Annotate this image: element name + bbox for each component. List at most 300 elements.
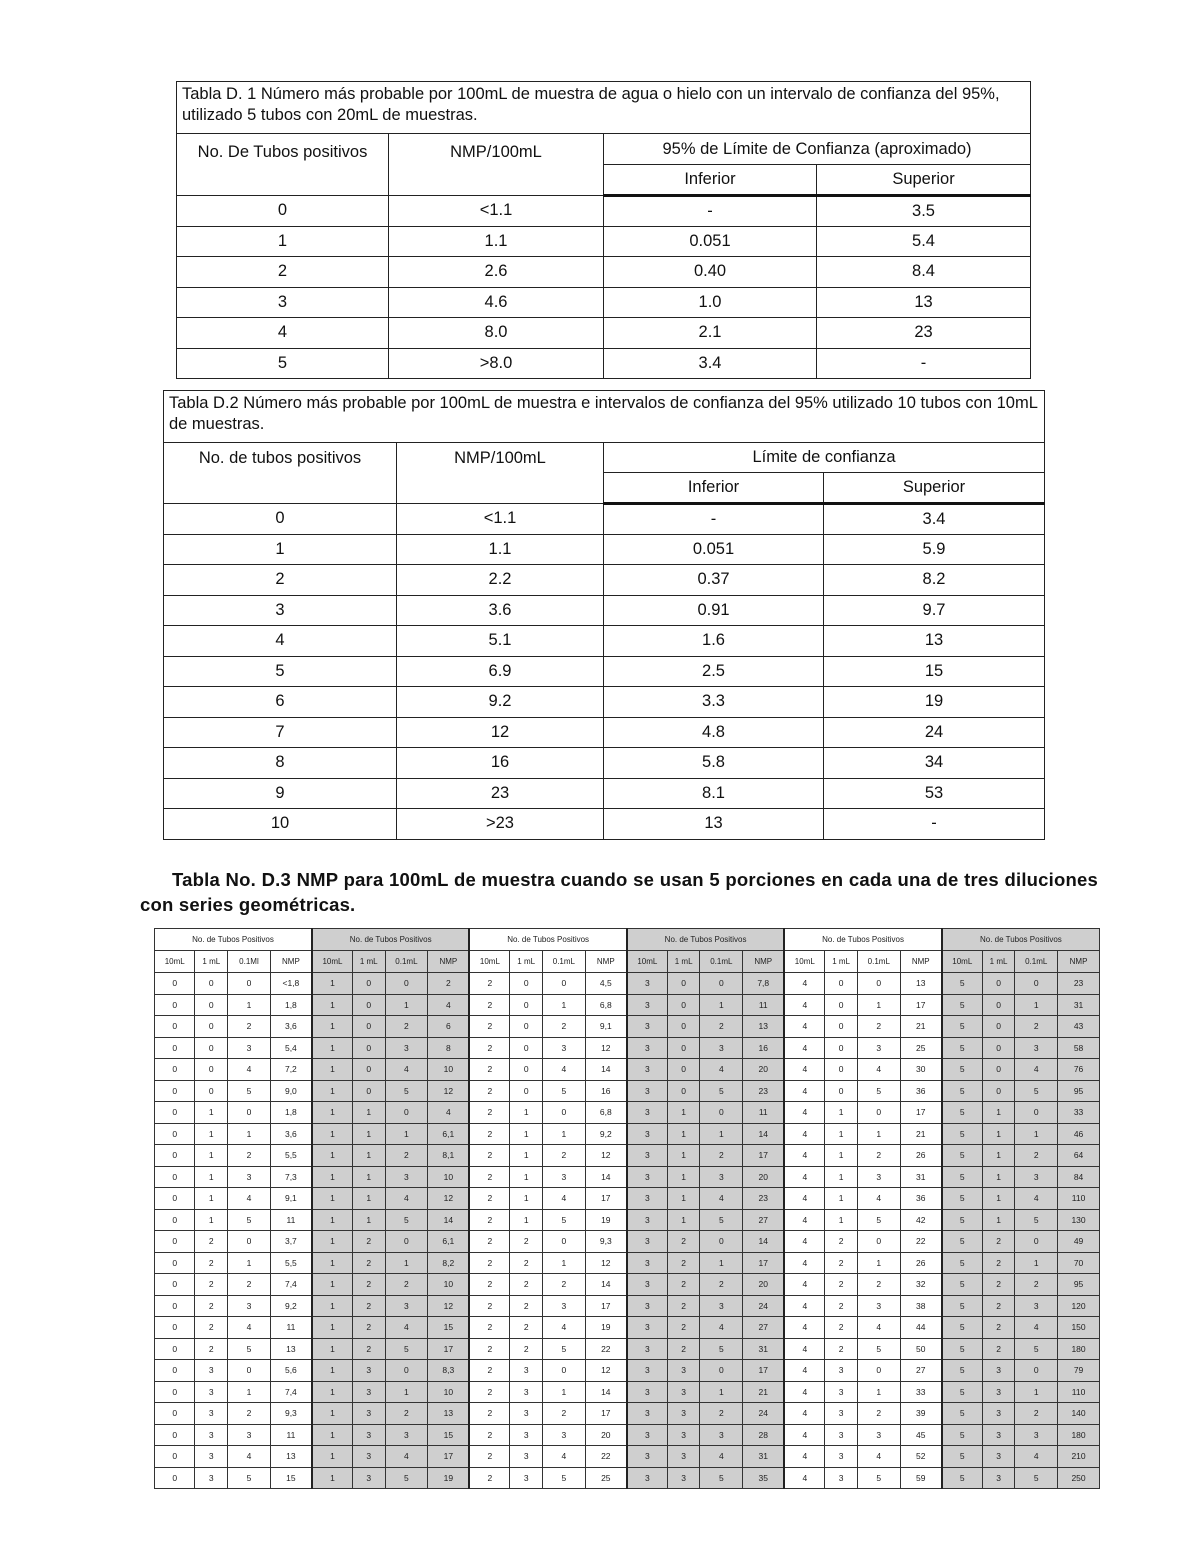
table-cell: 3 <box>982 1446 1015 1468</box>
table-cell: 17 <box>585 1295 627 1317</box>
table-cell: 26 <box>900 1145 942 1167</box>
table-d1-caption: Tabla D. 1 Número más probable por 100mL de muestra de agua o hielo con un intervalo de confianza del 95%, utilizado 5 tubos con 20mL de muestras. <box>177 82 1031 134</box>
table-cell: 31 <box>900 1166 942 1188</box>
table-cell: 2 <box>195 1274 228 1296</box>
table-cell: 22 <box>585 1338 627 1360</box>
table-cell: 0 <box>667 1059 700 1081</box>
table-cell: 0 <box>700 1360 743 1382</box>
table-cell: 4 <box>543 1059 586 1081</box>
table-cell: 2 <box>667 1295 700 1317</box>
table-cell: 5 <box>385 1080 428 1102</box>
table-cell: 3 <box>195 1403 228 1425</box>
table-cell: 6.9 <box>397 656 604 687</box>
table-cell: 8,1 <box>428 1145 470 1167</box>
table-cell: 6,1 <box>428 1123 470 1145</box>
table-cell: 20 <box>585 1424 627 1446</box>
table-cell: 2 <box>1015 1016 1058 1038</box>
table-cell: 8.1 <box>604 778 824 809</box>
table-cell: 0 <box>1015 1360 1058 1382</box>
table-cell: 17 <box>900 1102 942 1124</box>
table-cell: 1 <box>1015 1123 1058 1145</box>
table-d2-header-tubes: No. de tubos positivos <box>164 443 397 504</box>
table-cell: 0 <box>228 1231 271 1253</box>
table-cell: 0 <box>155 1037 195 1059</box>
table-cell: 1 <box>510 1188 543 1210</box>
table-cell: 2 <box>543 1403 586 1425</box>
table-cell: 5 <box>700 1338 743 1360</box>
table-d3 <box>154 928 1100 1489</box>
table-cell: 1 <box>312 1123 352 1145</box>
table-cell: 2 <box>428 973 470 995</box>
table-cell: 4 <box>784 1145 824 1167</box>
table-cell: 0 <box>195 1016 228 1038</box>
table-cell: 0 <box>155 1145 195 1167</box>
table-cell: 2 <box>469 1080 509 1102</box>
table-cell: 3 <box>700 1037 743 1059</box>
table-cell: 3 <box>627 994 667 1016</box>
table-cell: 1 <box>312 1274 352 1296</box>
table-cell: 1 <box>543 1252 586 1274</box>
table-d3-subheader: 0.1Ml <box>228 951 271 973</box>
table-cell: 0 <box>155 1123 195 1145</box>
table-cell: 17 <box>743 1360 785 1382</box>
table-cell: 4 <box>784 1231 824 1253</box>
table-d3-subheader: 1 mL <box>195 951 228 973</box>
table-cell: 4 <box>784 1080 824 1102</box>
table-cell: 2 <box>857 1016 900 1038</box>
table-cell: 0 <box>352 1059 385 1081</box>
table-d3-subheader: 10mL <box>784 951 824 973</box>
table-cell: 36 <box>900 1080 942 1102</box>
table-cell: 0 <box>543 973 586 995</box>
table-cell: - <box>824 809 1045 840</box>
table-row <box>155 1467 1100 1489</box>
table-cell: 0 <box>155 1446 195 1468</box>
table-cell: 10 <box>428 1381 470 1403</box>
table-cell: 1 <box>667 1188 700 1210</box>
table-cell: 1 <box>312 1145 352 1167</box>
table-cell: 0 <box>510 1037 543 1059</box>
table-cell: 6,8 <box>585 1102 627 1124</box>
table-cell: 2 <box>469 1317 509 1339</box>
table-d2-header-nmp: NMP/100mL <box>397 443 604 504</box>
table-cell: 1 <box>228 1252 271 1274</box>
table-cell: - <box>817 348 1031 379</box>
table-cell: 2 <box>195 1317 228 1339</box>
table-cell: 53 <box>824 778 1045 809</box>
table-cell: 17 <box>900 994 942 1016</box>
table-cell: 3 <box>177 287 389 318</box>
table-cell: 2 <box>352 1274 385 1296</box>
table-cell: 1 <box>982 1123 1015 1145</box>
table-cell: 0.37 <box>604 565 824 596</box>
table-cell: 35 <box>743 1467 785 1489</box>
table-cell: 4 <box>784 1446 824 1468</box>
table-cell: 3 <box>1015 1295 1058 1317</box>
table-cell: 1.6 <box>604 626 824 657</box>
table-d3-group-header-row <box>155 929 1100 951</box>
table-cell: 9,1 <box>270 1188 312 1210</box>
table-cell: 5 <box>942 1209 982 1231</box>
table-cell: 23 <box>743 1188 785 1210</box>
table-cell: 2 <box>667 1274 700 1296</box>
table-cell: 95 <box>1058 1274 1100 1296</box>
table-cell: 3 <box>385 1295 428 1317</box>
table-cell: 38 <box>900 1295 942 1317</box>
table-cell: 3 <box>982 1467 1015 1489</box>
table-d2 <box>163 390 1045 840</box>
table-cell: 3 <box>352 1424 385 1446</box>
table-cell: 1 <box>857 1381 900 1403</box>
table-cell: 0 <box>510 1016 543 1038</box>
table-row <box>155 1080 1100 1102</box>
table-cell: 3 <box>825 1360 858 1382</box>
table-cell: 2 <box>352 1317 385 1339</box>
table-cell: 1 <box>825 1123 858 1145</box>
table-cell: 0 <box>982 973 1015 995</box>
table-cell: 3 <box>825 1467 858 1489</box>
table-d3-subheader: NMP <box>428 951 470 973</box>
table-cell: 5 <box>857 1467 900 1489</box>
table-cell: 16 <box>397 748 604 779</box>
table-cell: 2 <box>352 1231 385 1253</box>
table-cell: 25 <box>585 1467 627 1489</box>
table-cell: 1 <box>352 1209 385 1231</box>
table-cell: 3 <box>627 1446 667 1468</box>
table-cell: 7,2 <box>270 1059 312 1081</box>
table-cell: 2 <box>164 565 397 596</box>
table-d3-subheader: NMP <box>585 951 627 973</box>
table-cell: 2 <box>469 1274 509 1296</box>
table-row <box>155 1446 1100 1468</box>
table-cell: 1 <box>352 1188 385 1210</box>
table-d3-subheader: NMP <box>743 951 785 973</box>
table-cell: 0 <box>155 1295 195 1317</box>
table-cell: 23 <box>397 778 604 809</box>
table-d3-subheader-row <box>155 951 1100 973</box>
table-cell: 5 <box>385 1209 428 1231</box>
table-cell: 3 <box>627 1059 667 1081</box>
table-cell: 3 <box>510 1446 543 1468</box>
table-cell: 2 <box>825 1317 858 1339</box>
table-cell: 2 <box>825 1231 858 1253</box>
table-cell: 5.8 <box>604 748 824 779</box>
table-cell: 2 <box>510 1295 543 1317</box>
table-cell: 13 <box>824 626 1045 657</box>
table-cell: 2 <box>1015 1403 1058 1425</box>
table-cell: 110 <box>1058 1188 1100 1210</box>
table-cell: 0 <box>825 973 858 995</box>
table-cell: 4 <box>700 1059 743 1081</box>
table-cell: 5 <box>857 1338 900 1360</box>
table-cell: 0 <box>155 1080 195 1102</box>
table-row <box>164 565 1045 596</box>
table-cell: 1 <box>312 994 352 1016</box>
table-cell: 0.91 <box>604 595 824 626</box>
table-cell: 17 <box>743 1145 785 1167</box>
table-cell: 0 <box>155 1338 195 1360</box>
table-cell: 9,1 <box>585 1016 627 1038</box>
table-cell: 31 <box>743 1338 785 1360</box>
table-cell: 1 <box>195 1123 228 1145</box>
table-cell: 1.1 <box>397 534 604 565</box>
table-cell: 1 <box>312 1403 352 1425</box>
table-row <box>155 1252 1100 1274</box>
table-cell: 2 <box>469 1338 509 1360</box>
table-cell: >23 <box>397 809 604 840</box>
table-cell: 3 <box>385 1424 428 1446</box>
table-cell: 4 <box>784 1252 824 1274</box>
table-cell: 4,5 <box>585 973 627 995</box>
table-cell: 0 <box>155 1231 195 1253</box>
table-cell: 3.4 <box>824 504 1045 535</box>
table-cell: 3 <box>627 1209 667 1231</box>
table-cell: 16 <box>585 1080 627 1102</box>
table-cell: 4 <box>784 1059 824 1081</box>
table-cell: 1 <box>312 1102 352 1124</box>
table-cell: 1 <box>352 1166 385 1188</box>
table-cell: 12 <box>585 1252 627 1274</box>
table-row <box>155 1424 1100 1446</box>
table-cell: 0 <box>857 1231 900 1253</box>
table-cell: 9,3 <box>585 1231 627 1253</box>
table-cell: 180 <box>1058 1338 1100 1360</box>
table-cell: 7,8 <box>743 973 785 995</box>
table-cell: 44 <box>900 1317 942 1339</box>
table-cell: <1,8 <box>270 973 312 995</box>
table-cell: 3 <box>857 1295 900 1317</box>
table-cell: 23 <box>743 1080 785 1102</box>
table-d3-group-header: No. de Tubos Positivos <box>469 929 626 951</box>
table-cell: 8,2 <box>428 1252 470 1274</box>
table-cell: 5 <box>942 1166 982 1188</box>
table-cell: 3 <box>667 1403 700 1425</box>
table-cell: 1 <box>982 1145 1015 1167</box>
table-cell: 2 <box>510 1317 543 1339</box>
table-cell: 4 <box>700 1317 743 1339</box>
table-cell: 3,7 <box>270 1231 312 1253</box>
table-cell: 0 <box>825 1059 858 1081</box>
table-cell: 0.40 <box>604 257 817 288</box>
table-cell: 4 <box>784 1037 824 1059</box>
table-cell: 4 <box>784 1381 824 1403</box>
table-cell: 14 <box>743 1231 785 1253</box>
table-cell: 2.6 <box>389 257 604 288</box>
table-d3-subheader: 0.1mL <box>543 951 586 973</box>
table-cell: 5 <box>1015 1467 1058 1489</box>
table-cell: 0 <box>667 1080 700 1102</box>
table-cell: 13 <box>270 1446 312 1468</box>
table-cell: 0 <box>700 1102 743 1124</box>
table-cell: 0 <box>857 1102 900 1124</box>
table-cell: 0 <box>155 1360 195 1382</box>
table-cell: 3 <box>627 1360 667 1382</box>
table-cell: 0 <box>352 1080 385 1102</box>
table-cell: 3 <box>667 1467 700 1489</box>
table-cell: 1 <box>195 1209 228 1231</box>
table-cell: 3 <box>1015 1424 1058 1446</box>
table-cell: 0 <box>155 1016 195 1038</box>
table-cell: 31 <box>1058 994 1100 1016</box>
table-d3-subheader: NMP <box>270 951 312 973</box>
table-cell: 0 <box>543 1102 586 1124</box>
table-cell: 2 <box>469 1016 509 1038</box>
table-cell: 2 <box>228 1016 271 1038</box>
table-row <box>155 1016 1100 1038</box>
table-row <box>155 1317 1100 1339</box>
table-cell: 1 <box>667 1209 700 1231</box>
table-cell: 180 <box>1058 1424 1100 1446</box>
table-cell: 5 <box>857 1080 900 1102</box>
table-row <box>164 809 1045 840</box>
table-cell: 11 <box>270 1317 312 1339</box>
table-cell: 45 <box>900 1424 942 1446</box>
table-cell: 0 <box>352 994 385 1016</box>
table-cell: 12 <box>585 1037 627 1059</box>
table-row <box>164 595 1045 626</box>
table-d3-subheader: NMP <box>900 951 942 973</box>
table-cell: 4 <box>784 1317 824 1339</box>
table-d3-subheader: 1 mL <box>352 951 385 973</box>
table-d3-subheader: 1 mL <box>982 951 1015 973</box>
table-cell: 4 <box>385 1059 428 1081</box>
table-cell: 3 <box>510 1467 543 1489</box>
table-cell: 0 <box>982 1080 1015 1102</box>
table-cell: 1 <box>543 1381 586 1403</box>
table-cell: 3 <box>627 1274 667 1296</box>
table-cell: 2 <box>469 1381 509 1403</box>
table-cell: 7,3 <box>270 1166 312 1188</box>
table-cell: 2 <box>385 1145 428 1167</box>
table-cell: 2 <box>352 1338 385 1360</box>
table-cell: 1 <box>385 1381 428 1403</box>
table-cell: 1 <box>195 1166 228 1188</box>
table-cell: 4.8 <box>604 717 824 748</box>
table-cell: 5 <box>1015 1209 1058 1231</box>
table-cell: 30 <box>900 1059 942 1081</box>
table-row <box>155 1188 1100 1210</box>
table-cell: 1 <box>352 1123 385 1145</box>
table-cell: 15 <box>824 656 1045 687</box>
table-cell: 79 <box>1058 1360 1100 1382</box>
table-cell: 5 <box>164 656 397 687</box>
table-cell: 4 <box>784 1424 824 1446</box>
table-row <box>177 257 1031 288</box>
table-d3-subheader: 0.1mL <box>385 951 428 973</box>
table-cell: 5 <box>942 1360 982 1382</box>
table-cell: 5 <box>942 1274 982 1296</box>
table-cell: 0 <box>510 973 543 995</box>
table-cell: 0 <box>195 1059 228 1081</box>
table-d1-header-nmp: NMP/100mL <box>389 134 604 196</box>
table-cell: 4.6 <box>389 287 604 318</box>
table-cell: 14 <box>428 1209 470 1231</box>
table-cell: 3 <box>228 1166 271 1188</box>
table-cell: 9.7 <box>824 595 1045 626</box>
table-cell: 2 <box>385 1016 428 1038</box>
table-cell: 8 <box>164 748 397 779</box>
table-d3-subheader: 10mL <box>627 951 667 973</box>
table-cell: 3 <box>627 1145 667 1167</box>
table-cell: 46 <box>1058 1123 1100 1145</box>
table-cell: 3 <box>627 1338 667 1360</box>
table-cell: 3,6 <box>270 1016 312 1038</box>
table-cell: 4 <box>428 1102 470 1124</box>
table-row <box>155 1037 1100 1059</box>
table-cell: 8 <box>428 1037 470 1059</box>
table-cell: 7,4 <box>270 1274 312 1296</box>
table-cell: 0 <box>195 1037 228 1059</box>
table-cell: 2 <box>510 1274 543 1296</box>
table-cell: 2 <box>700 1016 743 1038</box>
table-cell: 3 <box>700 1424 743 1446</box>
table-cell: 2 <box>469 1252 509 1274</box>
table-cell: 5.1 <box>397 626 604 657</box>
table-cell: 5 <box>700 1209 743 1231</box>
table-cell: 1 <box>177 226 389 257</box>
table-d1-header-tubes: No. De Tubos positivos <box>177 134 389 196</box>
table-cell: 4 <box>784 1467 824 1489</box>
table-cell: 3 <box>982 1424 1015 1446</box>
table-cell: 0 <box>155 1209 195 1231</box>
table-cell: <1.1 <box>389 196 604 227</box>
table-row <box>164 534 1045 565</box>
table-cell: 14 <box>585 1166 627 1188</box>
table-cell: 2 <box>825 1338 858 1360</box>
table-cell: 5 <box>177 348 389 379</box>
table-cell: 11 <box>270 1424 312 1446</box>
table-cell: 31 <box>743 1446 785 1468</box>
table-cell: 25 <box>900 1037 942 1059</box>
table-cell: 0 <box>352 1037 385 1059</box>
table-cell: 0 <box>195 994 228 1016</box>
table-cell: 17 <box>428 1446 470 1468</box>
table-cell: 5 <box>942 1381 982 1403</box>
table-cell: 3.3 <box>604 687 824 718</box>
table-cell: 1 <box>312 1381 352 1403</box>
table-cell: 2.2 <box>397 565 604 596</box>
table-cell: 1 <box>312 1424 352 1446</box>
table-cell: 3 <box>825 1424 858 1446</box>
table-cell: 6 <box>428 1016 470 1038</box>
table-cell: 3 <box>1015 1037 1058 1059</box>
table-cell: 1,8 <box>270 994 312 1016</box>
table-cell: 52 <box>900 1446 942 1468</box>
table-cell: 2 <box>228 1274 271 1296</box>
table-cell: 3 <box>825 1381 858 1403</box>
table-cell: 3 <box>857 1424 900 1446</box>
table-cell: 1 <box>385 1252 428 1274</box>
table-d3-group-header: No. de Tubos Positivos <box>784 929 941 951</box>
table-cell: 2 <box>543 1145 586 1167</box>
table-cell: 3.5 <box>817 196 1031 227</box>
table-cell: 210 <box>1058 1446 1100 1468</box>
table-cell: 4 <box>784 973 824 995</box>
table-d2-header-limits: Límite de confianza <box>604 443 1045 473</box>
table-cell: 0 <box>228 1360 271 1382</box>
table-cell: 0 <box>857 1360 900 1382</box>
table-d2-header-lower: Inferior <box>604 473 824 504</box>
table-cell: 4 <box>543 1188 586 1210</box>
table-cell: 4 <box>857 1446 900 1468</box>
table-cell: 5 <box>942 973 982 995</box>
table-cell: 0 <box>825 1080 858 1102</box>
table-cell: 11 <box>743 1102 785 1124</box>
table-cell: 3 <box>825 1403 858 1425</box>
table-cell: 2 <box>195 1295 228 1317</box>
table-cell: 4 <box>784 1123 824 1145</box>
table-row <box>155 1338 1100 1360</box>
